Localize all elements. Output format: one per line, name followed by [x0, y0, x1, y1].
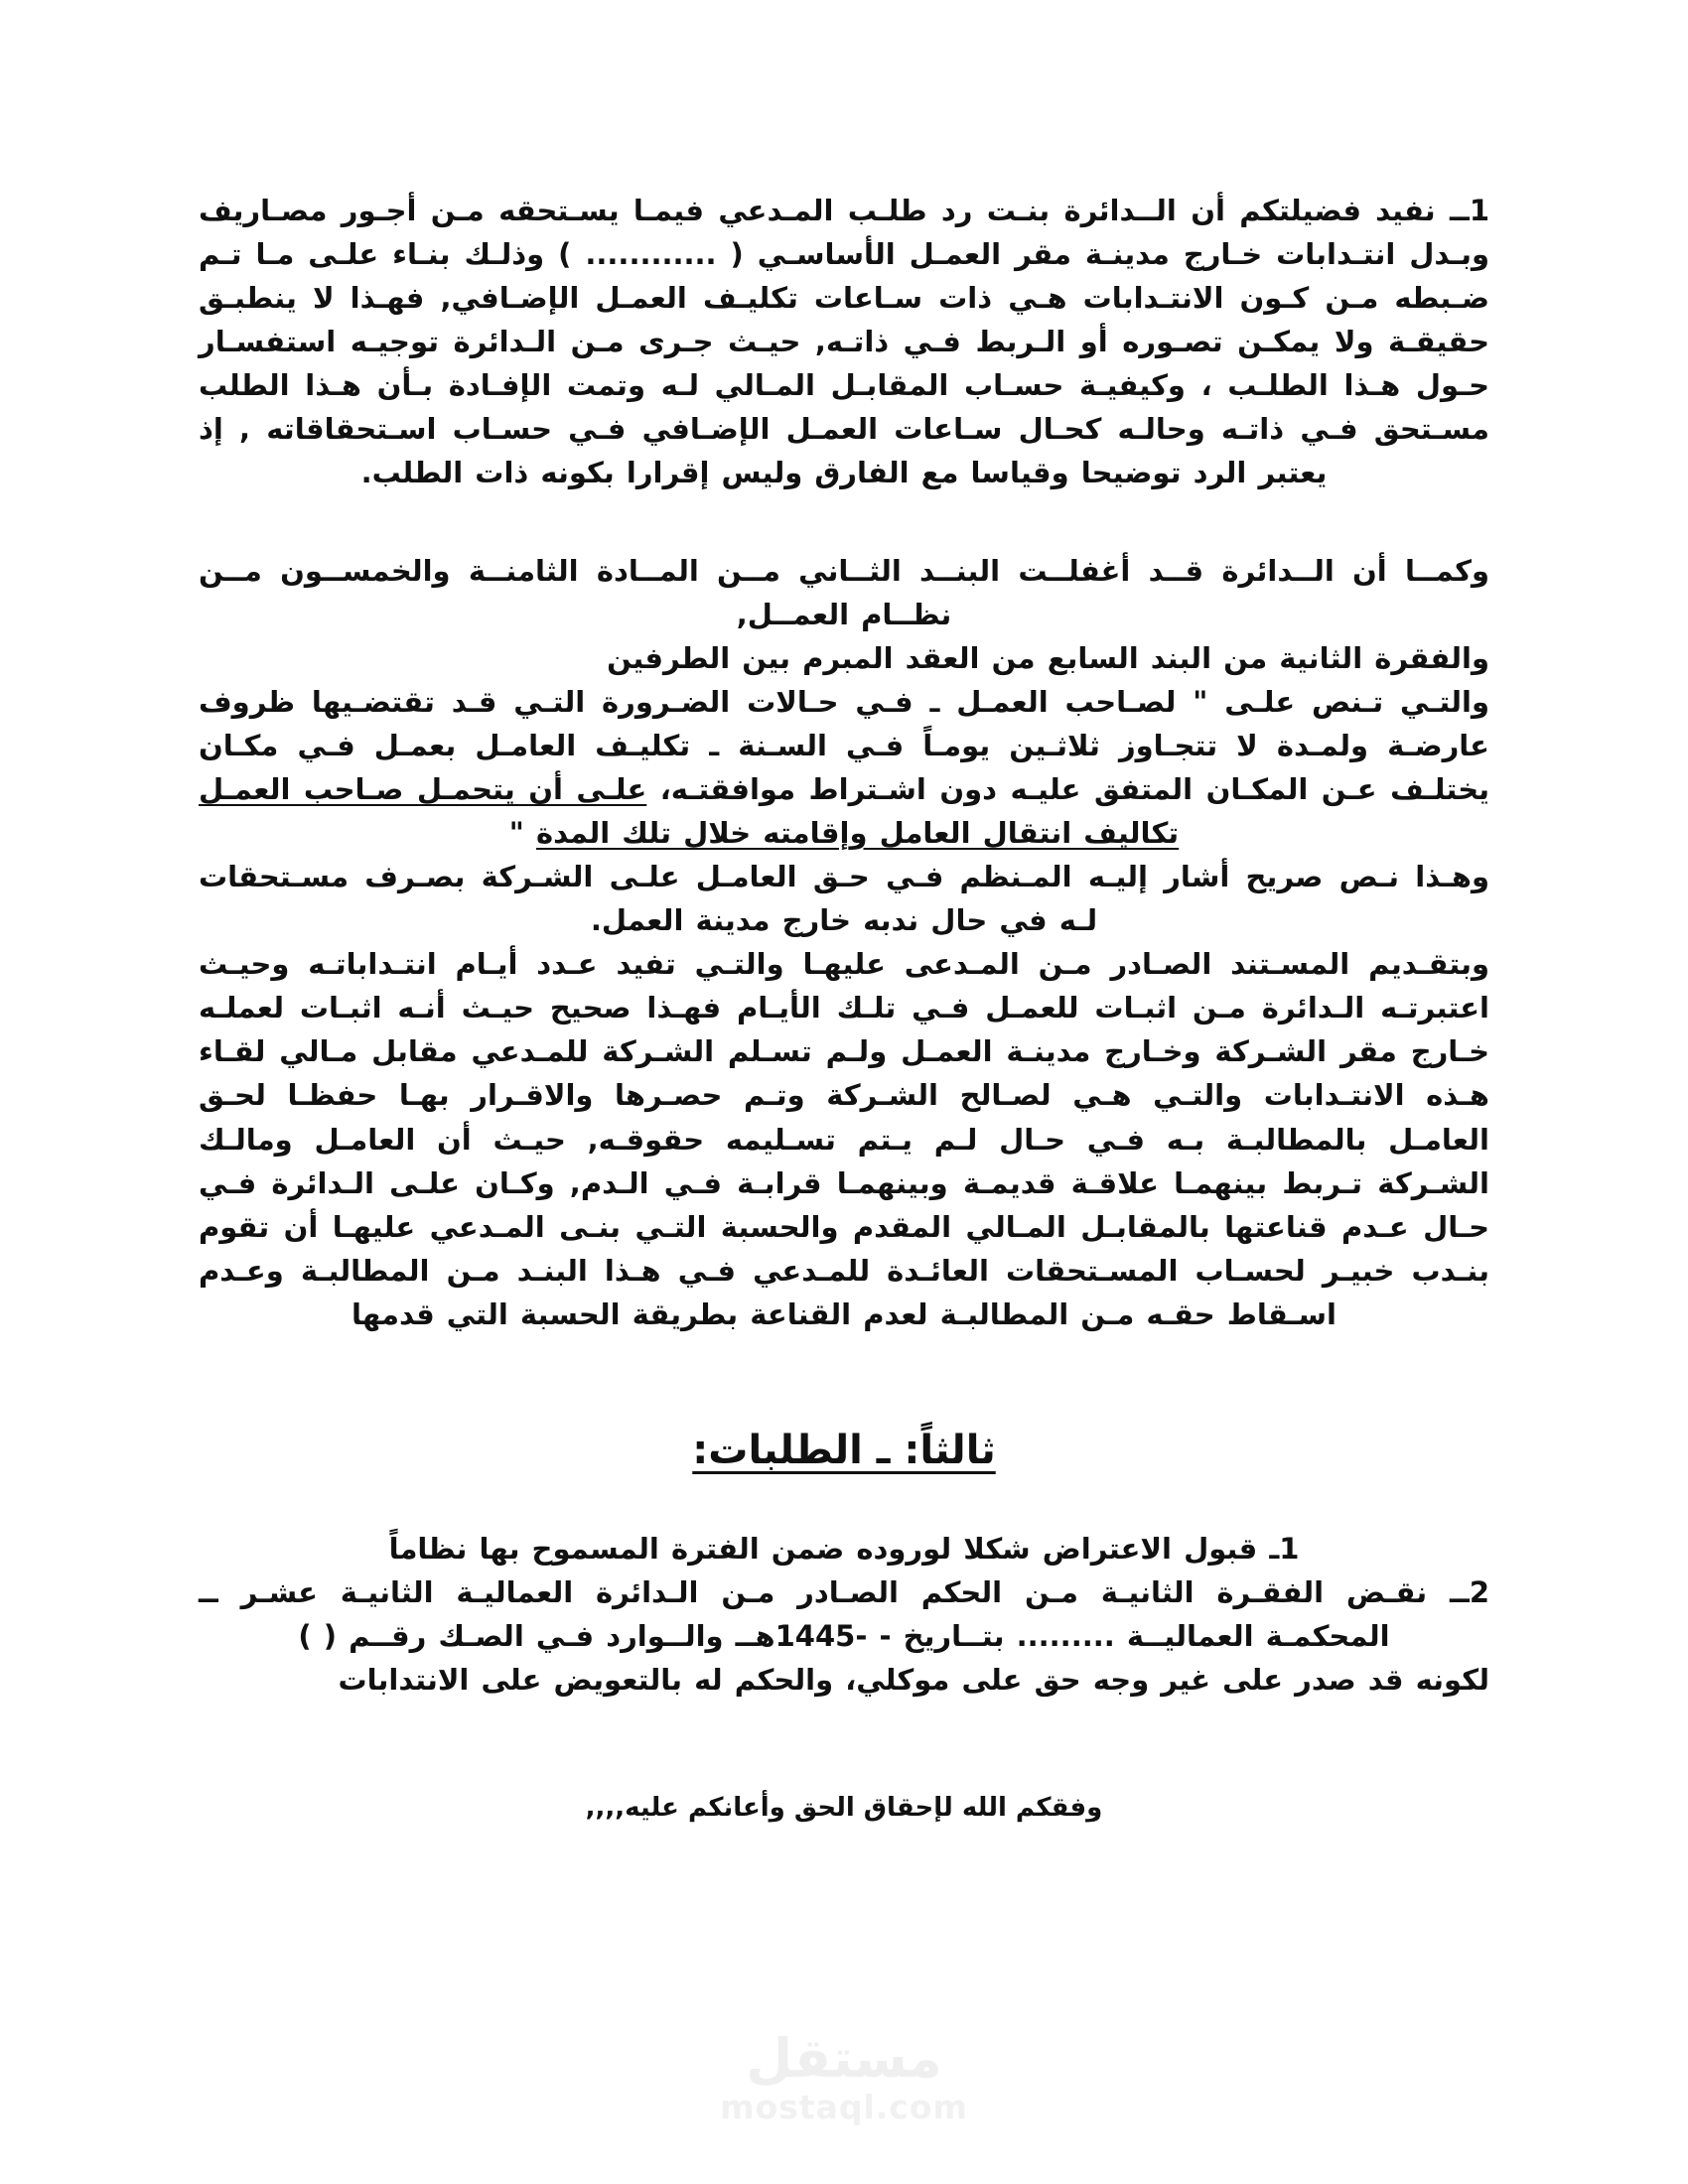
- request-item-2: 2ــ نقـض الفقـرة الثانيـة مـن الحكم الصـادر مـن الـدائرة العماليـة الثانيـة عشـر ــ المحكمـة العماليــة ......... بتــاريخ - -1445هــ والــوارد فـي الصـك رقــم ( ): [199, 1575, 1489, 1654]
- requests-spacer: [199, 1473, 1489, 1527]
- watermark: [0, 2027, 1688, 2126]
- paragraph-one: 1ــ نفيد فضيلتكم أن الــدائرة بنـت رد طلـب المـدعي فيمـا يسـتحقه مـن أجـور مصـاريف وبـدل انتـدابات خـارج مدينـة مقر العمـل الأساسـي ( ............ ) وذلـك بنـاء علـى مـا تـم ضـبطه مـن كـون الانتـدابات هـي ذات سـاعات تكليـف العمـل الإضـافي, فهـذا لا ينطبـق حقيقـة ولا يمكـن تصـوره أو الـربط فـي ذاتـه, حيـث جـرى مـن الـدائرة توجيـه استفسـار حـول هـذا الطلـب ، وكيفيـة حسـاب المقابـل المـالي لـه وتمت الإفـادة بـأن هـذا الطلب مسـتحق فـي ذاتـه وحالـه كحـال سـاعات العمـل الإضـافي فـي حسـاب اسـتحقاقاته , إذ يعتبر الرد توضيحا وقياسا مع الفارق وليس إقرارا بكونه ذات الطلب.: [199, 194, 1489, 490]
- requests-heading-label: ثالثاً: ـ الطلبات:: [692, 1427, 996, 1473]
- quote-text-before-underline: والتـي تـنص علـى " لصـاحب العمـل ـ فـي حـالات الضـرورة التـي قـد تقتضـيها ظروف عارضـة ولمـدة لا تتجـاوز ثلاثـين يومـاً فـي السـنة ـ تكليـف العامـل بعمـل فـي مكـان يختلـف عـن المكـان المتفق عليـه دون اشـتراط موافقتـه،: [199, 684, 1489, 806]
- paragraph-spacer: [199, 495, 1489, 549]
- closing-spacer: [199, 1702, 1489, 1793]
- quote-underlined-clause: علـى أن يتحمـل صـاحب العمـل تكاليف انتقال العامل وإقامته خلال تلك المدة: [199, 771, 1180, 851]
- request-item-2-continuation: لكونه قد صدر على غير وجه حق على موكلي، والحكم له بالتعويض على الانتدابات: [338, 1663, 1489, 1698]
- closing-supplication: وفقكم الله لإحقاق الحق وأعانكم عليه,,,,: [585, 1793, 1103, 1824]
- requests-heading: [199, 1428, 1489, 1473]
- request-item-1: 1ـ قبول الاعتراض شكلا لوروده ضمن الفترة المسموح بها نظاماً: [388, 1531, 1300, 1566]
- section-spacer: [199, 1336, 1489, 1428]
- paragraph-two-line-one: وكمــا أن الــدائرة قــد أغفلــت البنــد الثــاني مــن المــادة الثامنــة والخمســون مــن نظــام العمــل,: [199, 553, 1489, 631]
- quote-closing-mark: ": [508, 816, 537, 851]
- paragraph-four: وهـذا نـص صريح أشار إليـه المـنظم فـي حـق العامـل علـى الشـركة بصـرف مسـتحقات لـه في حال ندبه خارج مدينة العمل.: [199, 860, 1489, 938]
- paragraph-five: وبتقـديم المسـتند الصـادر مـن المـدعى عليهـا والتـي تفيد عـدد أيـام انتـداباتـه وحيـث اعتبرتـه الـدائرة مـن اثبـات للعمـل فـي تلـك الأيـام فهـذا صحيح حيـث أنـه اثبـات لعملـه خـارج مقر الشـركة وخـارج مدينـة العمـل ولـم تسـلم الشـركة للمـدعي مقابل مـالي لقـاء هـذه الانتـدابات والتـي هـي لصـالح الشـركة وتـم حصـرها والاقـرار بهـا حفظـا لحـق العامـل بالمطالبـة بـه فـي حـال لـم يـتم تسـليمه حقوقـه, حيـث أن العامـل ومالـك الشـركة تـربط بينهمـا علاقـة قديمـة وبينهمـا قرابـة فـي الـدم, وكـان علـى الـدائرة فـي حـال عـدم قناعتها بالمقابـل المـالي المقدم والحسبة التـي بنـى المـدعي عليهـا أن تقوم بنـدب خبيـر لحسـاب المسـتحقات العائـدة للمـدعي فـي هـذا البنـد مـن المطالبـة وعـدم اسـقاط حقـه مـن المطالبـة لعدم القناعة بطريقة الحسبة التي قدمها: [199, 947, 1489, 1331]
- document-body: [199, 189, 1489, 1823]
- paragraph-two-line-two: والفقرة الثانية من البند السابع من العقد المبرم بين الطرفين: [607, 640, 1489, 675]
- watermark-latin-text: mostaql.com: [720, 2088, 968, 2126]
- paragraph-quoted-article: [199, 680, 1489, 855]
- watermark-arabic-text: مستقل: [746, 2027, 942, 2091]
